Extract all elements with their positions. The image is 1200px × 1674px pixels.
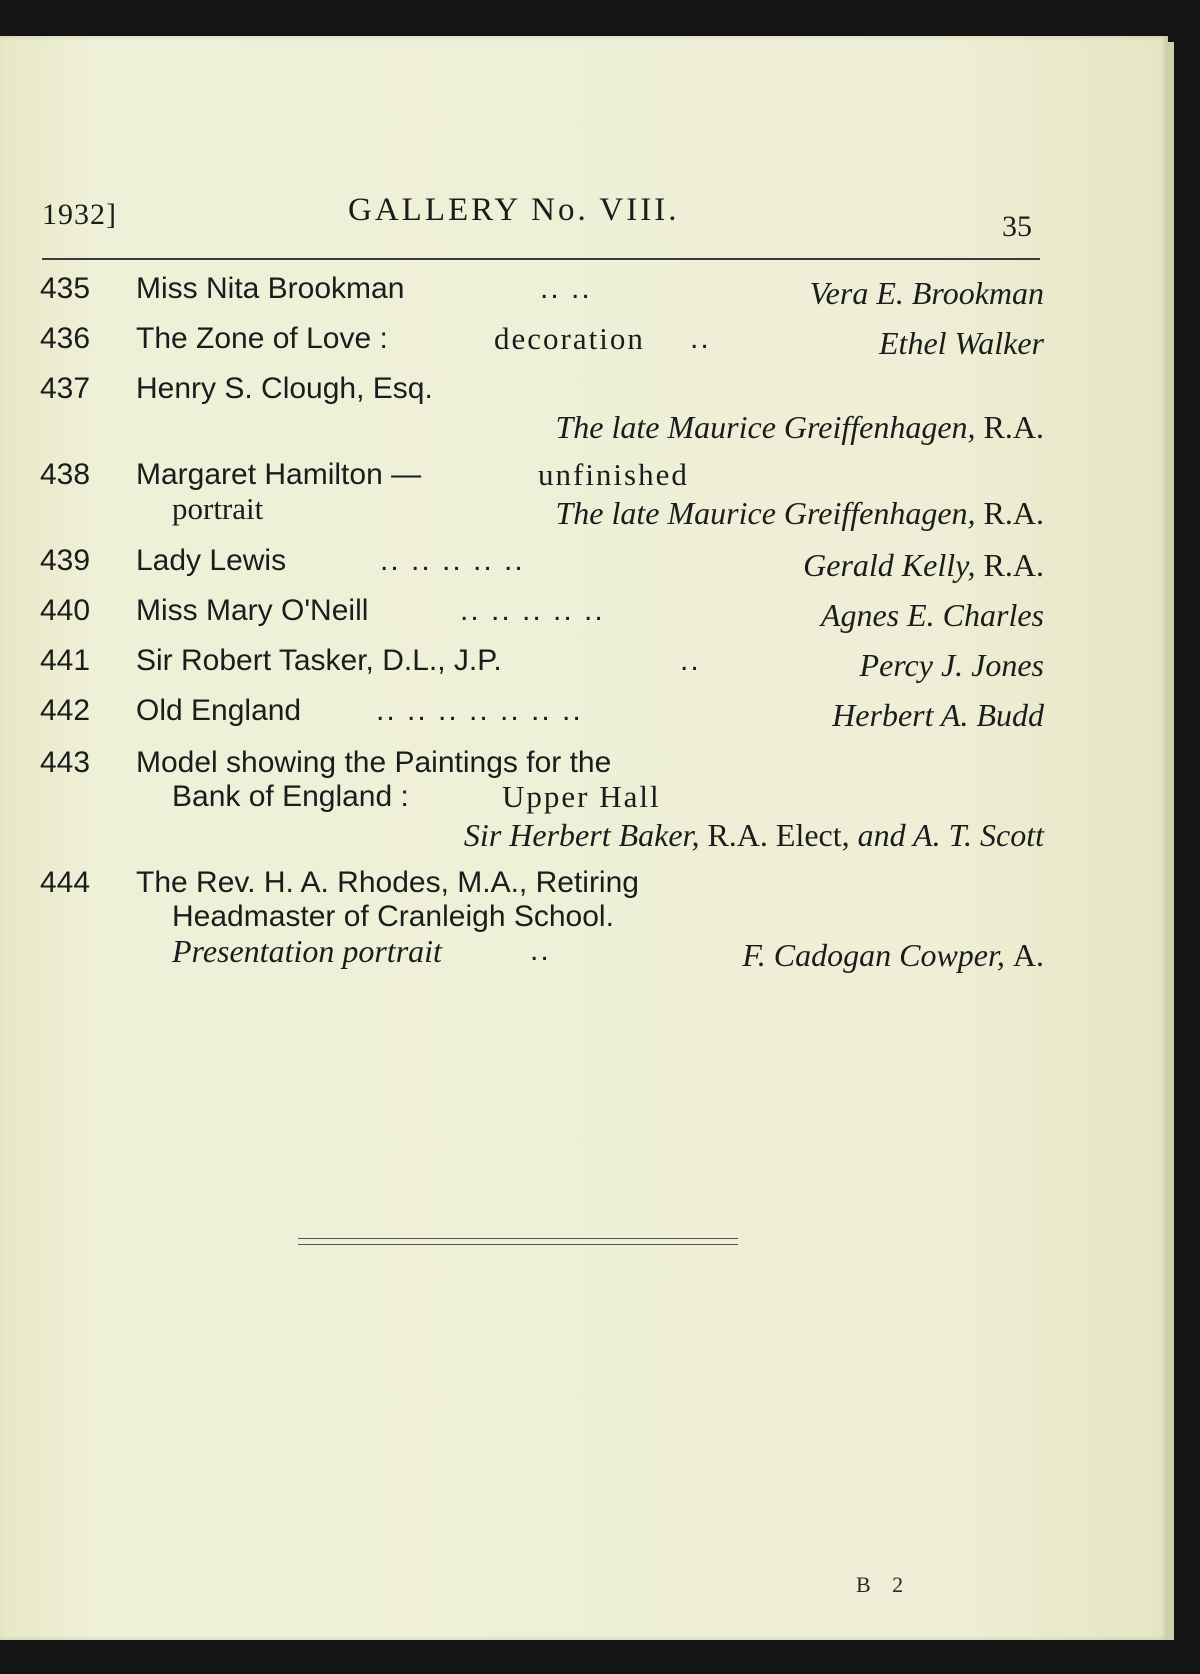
entry-number: 436 [40, 322, 91, 355]
entry-subtitle: Upper Hall [502, 779, 661, 814]
entry-artist [556, 410, 1045, 444]
header-year: 1932] [42, 198, 117, 231]
signature-mark: B 2 [856, 1572, 912, 1597]
entry-artist [464, 818, 1044, 852]
artist-suffix: R.A. [983, 495, 1044, 531]
leader-dots: .. [530, 934, 551, 967]
entry-artist: Percy J. Jones [859, 647, 1044, 683]
artist-a-suffix: R.A. Elect, [707, 817, 850, 853]
header-rule [42, 258, 1040, 260]
entry-442 [40, 694, 1044, 733]
artist-name: F. Cadogan Cowper, [742, 937, 1005, 973]
entry-title: Lady Lewis [136, 544, 287, 577]
leader-dots: .. .. [540, 272, 592, 305]
running-header [42, 156, 1042, 243]
leader-dots: .. .. .. .. .. [460, 594, 605, 627]
catalogue-page [0, 36, 1168, 1640]
entry-title: Henry S. Clough, Esq. [136, 372, 433, 405]
leader-dots: .. .. .. .. .. .. .. [376, 694, 583, 727]
entry-artist [803, 548, 1044, 582]
leader-dots: .. .. .. .. .. [380, 544, 525, 577]
entry-435 [40, 272, 1044, 311]
entry-number: 439 [40, 544, 91, 577]
entry-artist: Ethel Walker [879, 325, 1044, 361]
entry-title: Sir Robert Tasker, D.L., J.P. [136, 644, 502, 677]
entry-artist [556, 496, 1045, 530]
entry-note: Presentation portrait [172, 933, 442, 969]
header-title: GALLERY No. VIII. [348, 192, 680, 228]
artist-join: and [857, 817, 906, 853]
entry-number: 444 [40, 866, 91, 899]
artist-name: Gerald Kelly, [803, 547, 976, 583]
artist-b: A. T. Scott [913, 817, 1044, 853]
entry-438 [40, 457, 1044, 531]
entry-title: Margaret Hamilton — [136, 458, 422, 491]
entry-title: The Rev. H. A. Rhodes, M.A., Retiring [136, 866, 639, 899]
artist-suffix: A. [1012, 937, 1044, 973]
entry-title: Miss Mary O'Neill [136, 594, 369, 627]
entry-artist [742, 938, 1044, 972]
entry-title: The Zone of Love : [136, 322, 388, 355]
entry-artist: Vera E. Brookman [809, 275, 1044, 311]
entry-number: 437 [40, 372, 91, 405]
entry-title-cont: Headmaster of Cranleigh School. [172, 900, 614, 933]
entry-439 [40, 544, 1044, 583]
entry-number: 435 [40, 272, 91, 305]
entry-title-cont: portrait [172, 491, 264, 526]
entry-444 [40, 866, 1044, 973]
entry-subtitle: decoration [494, 321, 645, 356]
entry-number: 443 [40, 746, 91, 779]
entry-443 [40, 746, 1044, 853]
artist-suffix: R.A. [983, 547, 1044, 583]
entry-title: Model showing the Paintings for the [136, 746, 612, 779]
leader-dots: .. [690, 322, 711, 355]
artist-suffix: R.A. [983, 409, 1044, 445]
closing-rule-bottom [298, 1244, 738, 1245]
entry-title: Old England [136, 694, 302, 727]
entry-number: 442 [40, 694, 91, 727]
artist-a: Sir Herbert Baker, [463, 817, 700, 853]
entry-list [40, 272, 1044, 973]
page-number: 35 [1002, 210, 1032, 243]
entry-title-cont: Bank of England : [172, 780, 409, 813]
entry-440 [40, 594, 1044, 633]
entry-number: 441 [40, 644, 91, 677]
entry-subtitle: unfinished [538, 457, 689, 492]
entry-artist: Herbert A. Budd [832, 697, 1044, 733]
leader-dots: .. [680, 644, 701, 677]
artist-name: The late Maurice Greiffenhagen, [555, 495, 976, 531]
entry-437 [40, 372, 1044, 445]
entry-title: Miss Nita Brookman [136, 272, 405, 305]
page-edge [1168, 42, 1174, 1640]
entry-number: 440 [40, 594, 91, 627]
entry-436 [40, 321, 1044, 361]
artist-name: The late Maurice Greiffenhagen, [555, 409, 976, 445]
entry-artist: Agnes E. Charles [820, 597, 1044, 633]
closing-rule-top [298, 1238, 738, 1239]
entry-441 [40, 644, 1044, 683]
entry-number: 438 [40, 458, 91, 491]
